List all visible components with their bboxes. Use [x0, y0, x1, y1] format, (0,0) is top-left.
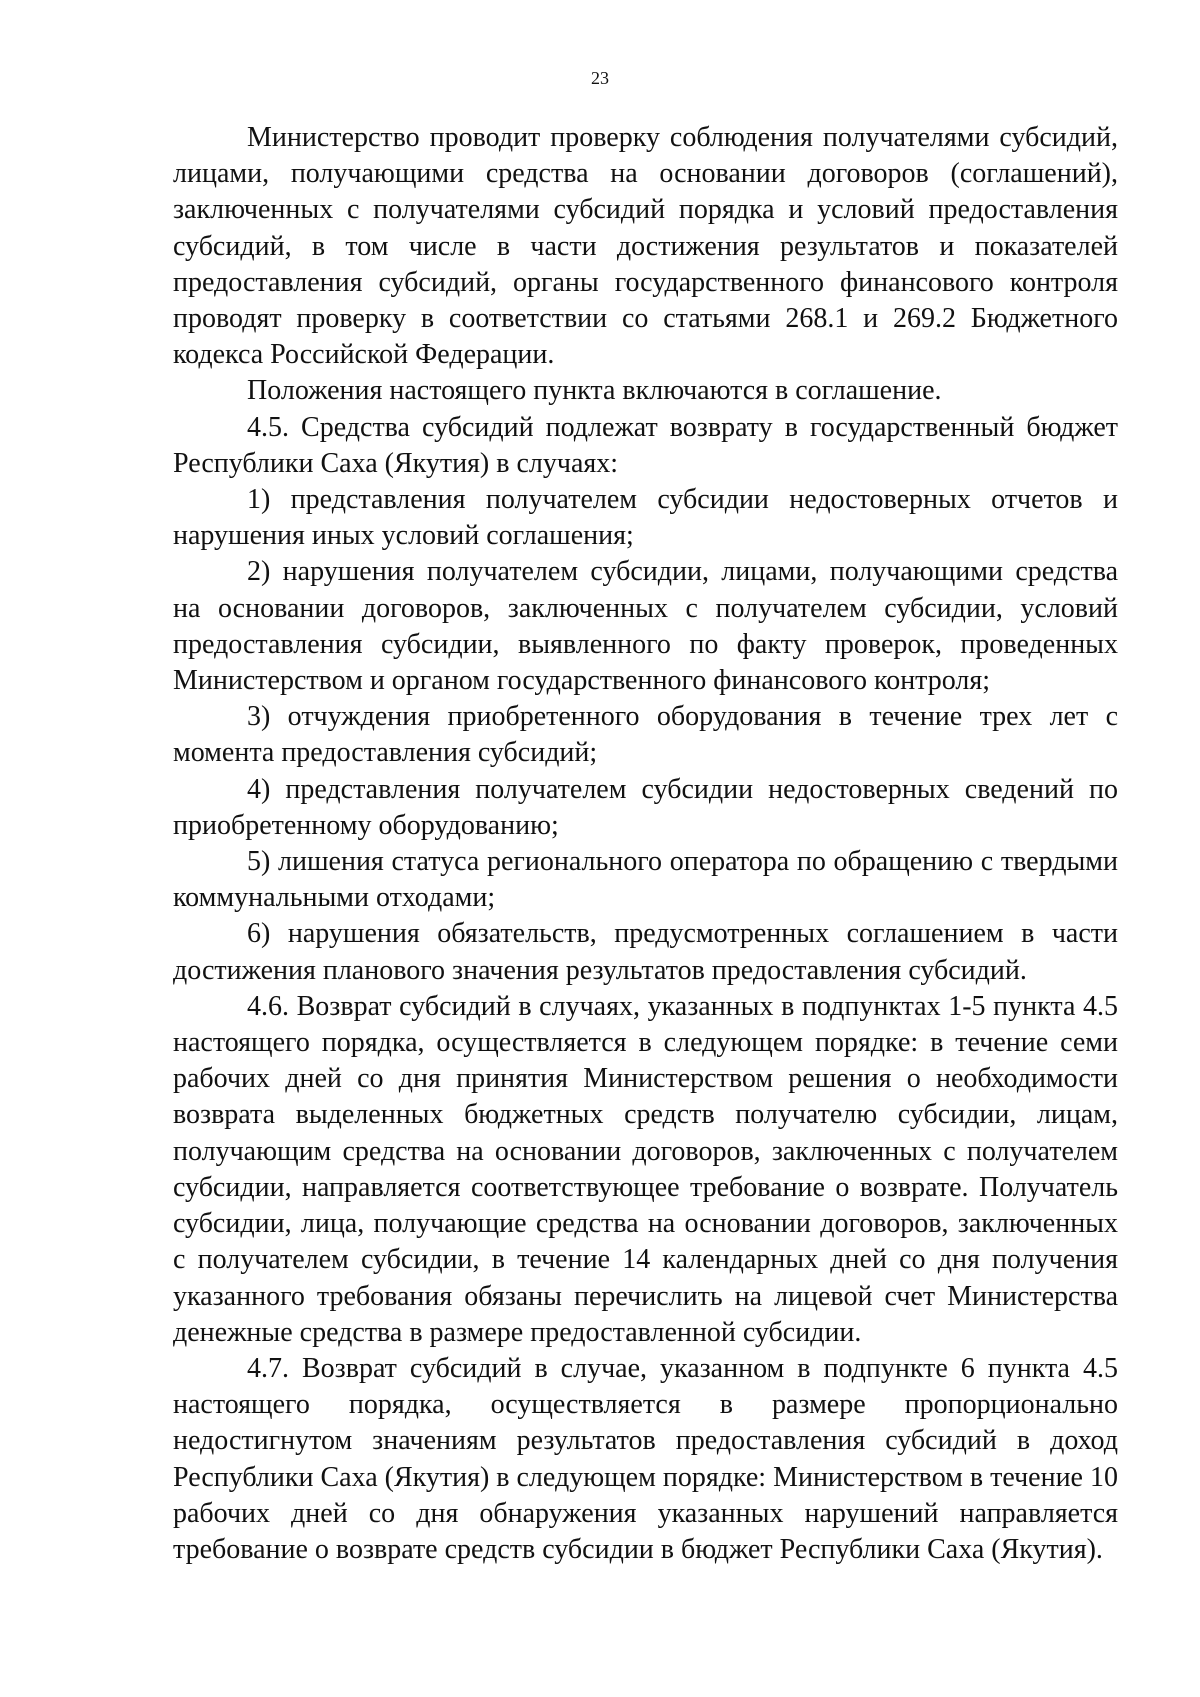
paragraph-4-6: 4.6. Возврат субсидий в случаях, указанных в подпунктах 1-5 пункта 4.5 настоящего порядка, осуществляется в следующем порядке: в течение семи рабочих дней со дня принятия Министерством решения о необходимости возврата выделенных бюджетных средств получателю субсидии, лицам, получающим средства на основании договоров, заключенных с получателем субсидии, направляется соответствующее требование о возврате. Получатель субсидии, лица, получающие средства на основании договоров, заключенных с получателем субсидии, в течение 14 календарных дней со дня получения указанного требования обязаны перечислить на лицевой счет Министерства денежные средства в размере предоставленной субсидии.: [173, 990, 1118, 1348]
page-number: 23: [591, 68, 609, 88]
document-body: [173, 120, 1118, 1568]
paragraph-inspection: Министерство проводит проверку соблюдения получателями субсидий, лицами, получающими средства на основании договоров (соглашений), заключенных с получателями субсидий порядка и условий предоставления субсидий, в том числе в части достижения результатов и показателей предоставления субсидий, органы государственного финансового контроля проводят проверку в соответствии со статьями 268.1 и 269.2 Бюджетного кодекса Российской Федерации.: [173, 122, 1118, 371]
list-item-6: 6) нарушения обязательств, предусмотренных соглашением в части достижения планового значения результатов предоставления субсидий.: [173, 918, 1118, 986]
list-item-1: 1) представления получателем субсидии недостоверных отчетов и нарушения иных условий соглашения;: [173, 484, 1118, 552]
paragraph-4-5: 4.5. Средства субсидий подлежат возврату в государственный бюджет Республики Саха (Якутия) в случаях:: [173, 411, 1118, 479]
list-item-2: 2) нарушения получателем субсидии, лицами, получающими средства на основании договоров, заключенных с получателем субсидии, условий предоставления субсидии, выявленного по факту проверок, проведенных Министерством и органом государственного финансового контроля;: [173, 556, 1118, 697]
paragraph-agreement-inclusion: Положения настоящего пункта включаются в соглашение.: [247, 375, 942, 407]
list-item-3: 3) отчуждения приобретенного оборудования в течение трех лет с момента предоставления субсидий;: [173, 701, 1118, 769]
paragraph-4-7: 4.7. Возврат субсидий в случае, указанном в подпункте 6 пункта 4.5 настоящего порядка, осуществляется в размере пропорционально недостигнутом значениям результатов предоставления субсидий в доход Республики Саха (Якутия) в следующем порядке: Министерством в течение 10 рабочих дней со дня обнаружения указанных нарушений направляется требование о возврате средств субсидии в бюджет Республики Саха (Якутия).: [173, 1352, 1118, 1565]
list-item-5: 5) лишения статуса регионального оператора по обращению с твердыми коммунальными отходами;: [173, 846, 1118, 914]
list-item-4: 4) представления получателем субсидии недостоверных сведений по приобретенному оборудованию;: [173, 773, 1118, 841]
